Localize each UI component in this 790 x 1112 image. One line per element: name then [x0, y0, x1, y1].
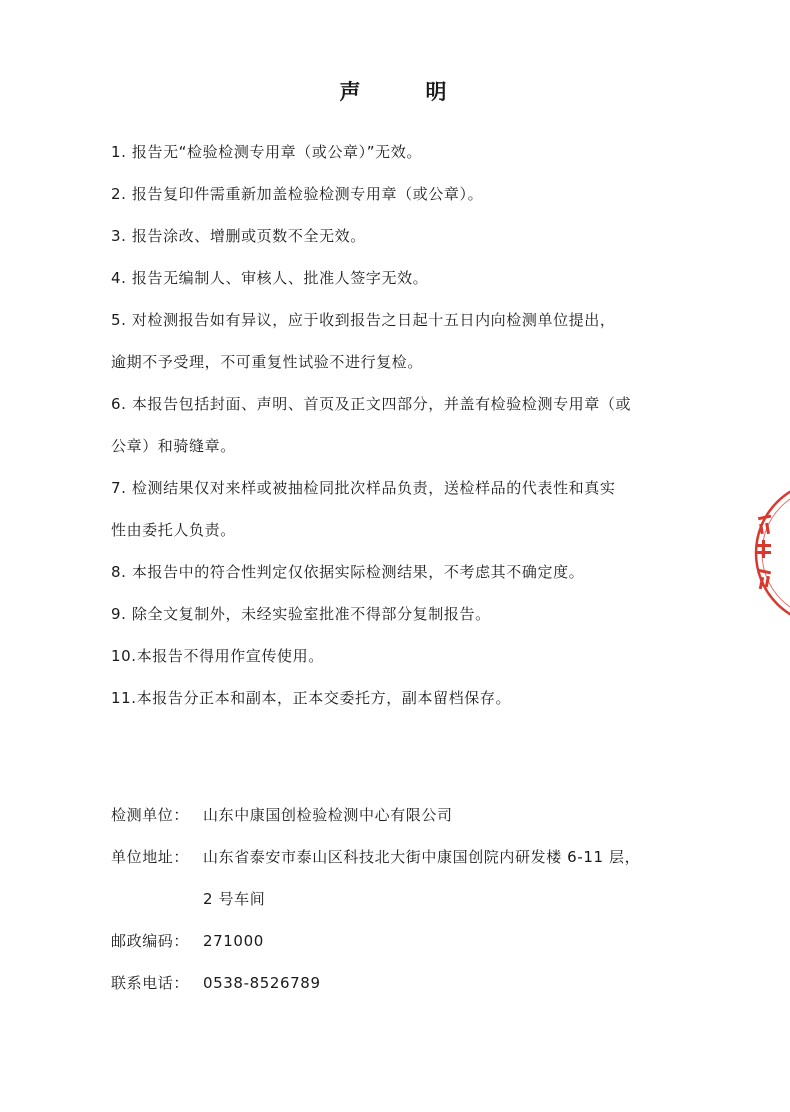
page-title: 声 明: [339, 80, 469, 104]
statement-item-4: [111, 268, 723, 289]
statement-line: 5. 对检测报告如有异议，应于收到报告之日起十五日内向检测单位提出，: [111, 311, 616, 329]
statement-line: 4. 报告无编制人、审核人、批准人签字无效。: [111, 269, 429, 287]
statement-line: 3. 报告涂改、增删或页数不全无效。: [111, 227, 366, 245]
statement-item-9: [111, 604, 723, 625]
postcode-row: [111, 931, 723, 952]
statement-line: 逾期不予受理，不可重复性试验不进行复检。: [111, 353, 424, 371]
address-row: [111, 847, 723, 910]
address-label: 单位地址：: [111, 848, 190, 866]
seal-stamp: [752, 478, 790, 628]
unit-row: [111, 805, 723, 826]
contact-info: [111, 805, 723, 1015]
statement-line: 7. 检测结果仅对来样或被抽检同批次样品负责，送检样品的代表性和真实: [111, 479, 616, 497]
postcode-value: 271000: [203, 932, 264, 950]
statement-item-10: [111, 646, 723, 667]
statement-list: [111, 142, 723, 730]
statement-item-6: [111, 394, 723, 457]
statement-line: 性由委托人负责。: [111, 521, 236, 539]
statement-item-2: [111, 184, 723, 205]
unit-value: 山东中康国创检验检测中心有限公司: [203, 806, 453, 824]
statement-line: 11.本报告分正本和副本，正本交委托方，副本留档保存。: [111, 689, 512, 707]
statement-item-5: [111, 310, 723, 373]
address-line: 2 号车间: [203, 890, 266, 908]
statement-line: 2. 报告复印件需重新加盖检验检测专用章（或公章）。: [111, 185, 484, 203]
statement-line: 10.本报告不得用作宣传使用。: [111, 647, 324, 665]
seal-glyphs: [757, 515, 771, 590]
address-line: 山东省泰安市泰山区科技北大街中康国创院内研发楼 6-11 层，: [203, 848, 641, 866]
statement-line: 9. 除全文复制外，未经实验室批准不得部分复制报告。: [111, 605, 491, 623]
statement-line: 1. 报告无“检验检测专用章（或公章）”无效。: [111, 143, 422, 161]
statement-line: 6. 本报告包括封面、声明、首页及正文四部分，并盖有检验检测专用章（或: [111, 395, 632, 413]
statement-line: 公章）和骑缝章。: [111, 437, 236, 455]
statement-item-11: [111, 688, 723, 709]
postcode-label: 邮政编码：: [111, 932, 190, 950]
statement-line: 8. 本报告中的符合性判定仅依据实际检测结果，不考虑其不确定度。: [111, 563, 585, 581]
statement-item-7: [111, 478, 723, 541]
phone-row: [111, 973, 723, 994]
address-value: [203, 847, 723, 910]
statement-item-8: [111, 562, 723, 583]
phone-label: 联系电话：: [111, 974, 190, 992]
statement-item-1: [111, 142, 723, 163]
statement-item-3: [111, 226, 723, 247]
unit-label: 检测单位：: [111, 806, 190, 824]
phone-value: 0538-8526789: [203, 974, 321, 992]
